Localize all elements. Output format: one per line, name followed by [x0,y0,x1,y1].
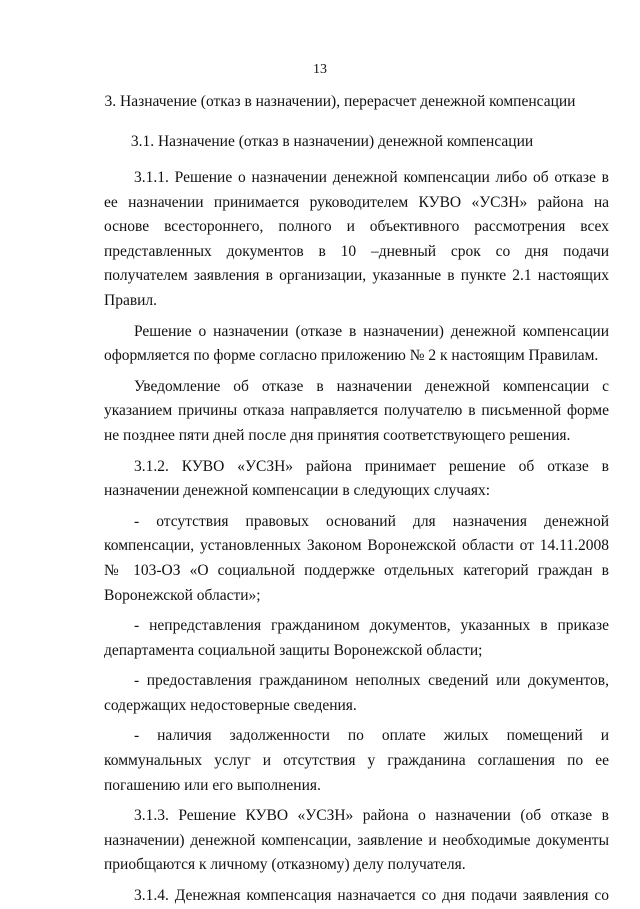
subsection-heading: 3.1. Назначение (отказ в назначении) денежной компенсации [130,133,534,150]
paragraph-3-1-4: 3.1.4. Денежная компенсация назначается со дня подачи заявления со [134,887,609,905]
paragraph-3-1-1: 3.1.1. Решение о назначении денежной компенсации либо об отказе в ее назначении принимается руководителем КУВО «УСЗН» района на основе всестороннего, полного и объективного рассмотрения всех представленных документов в 10 –дневный срок со дня подачи получателем заявления в организации, указанные в пункте 2.1 настоящих Правил. [104,169,609,309]
paragraph-3-1-2: 3.1.2. КУВО «УСЗН» района принимает решение об отказе в назначении денежной компенсации в следующих случаях: [104,457,609,500]
list-item-debt: - наличия задолженности по оплате жилых помещений и коммунальных услуг и отсутствия у гражданина соглашения по ее погашению или его выполнения. [104,727,609,794]
body-text [104,166,609,909]
list-item-no-legal-grounds: - отсутствия правовых оснований для назначения денежной компенсации, установленных Законом Воронежской области от 14.11.2008 № 103-ОЗ «О социальной поддержке отдельных категорий граждан в Воронежской области»; [104,512,609,604]
list-item-incomplete-info: - предоставления гражданином неполных сведений или документов, содержащих недостоверные сведения. [104,672,609,714]
list-item-no-documents: - непредставления гражданином документов, указанных в приказе департамента социальной защиты Воронежской области; [104,617,609,659]
paragraph-decision-form: Решение о назначении (отказе в назначении) денежной компенсации оформляется по форме согласно приложению № 2 к настоящим Правилам. [104,322,609,365]
paragraph-refusal-notice: Уведомление об отказе в назначении денежной компенсации с указанием причины отказа направляется получателю в письменной форме не позднее пяти дней после дня принятия соответствующего решения. [104,377,609,444]
section-heading: 3. Назначение (отказ в назначении), перерасчет денежной компенсации [104,93,576,110]
page-number: 13 [313,62,327,77]
paragraph-3-1-3: 3.1.3. Решение КУВО «УСЗН» района о назначении (об отказе в назначении) денежной компенсации, заявление и необходимые документы приобщаются к личному (отказному) делу получателя. [104,807,609,874]
